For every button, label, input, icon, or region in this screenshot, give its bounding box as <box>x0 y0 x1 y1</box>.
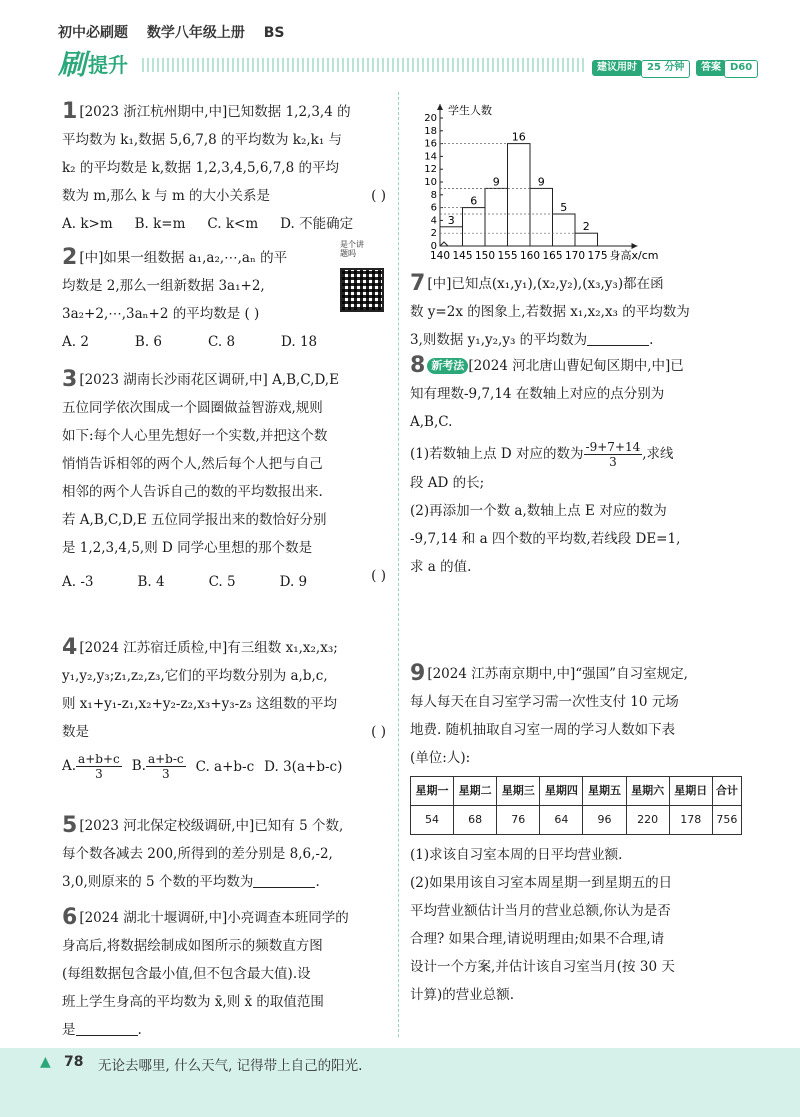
option-a: A. 2 <box>62 334 89 350</box>
y-tick-label: 2 <box>430 228 437 240</box>
q9-line: [2024 江苏南京期中,中]“强国”自习室规定, <box>427 666 688 682</box>
question-number: 5 <box>62 813 78 838</box>
y-axis-arrow <box>437 104 443 110</box>
new-method-badge: 新考法 <box>427 358 468 374</box>
subject-name: 数学八年级上册 <box>146 25 245 41</box>
y-tick-label: 18 <box>424 125 437 137</box>
y-tick-label: 12 <box>424 164 437 176</box>
answer-blank[interactable] <box>587 329 649 346</box>
q5-end: . <box>315 874 320 890</box>
q6-line: (每组数据包含最小值,但不包含最大值).设 <box>62 966 311 982</box>
column-divider <box>398 92 399 1037</box>
table-header-cell: 星期六 <box>626 777 669 806</box>
x-tick-label: 175 <box>587 250 608 262</box>
option-b: B. 4 <box>137 574 165 590</box>
x-tick-label: 145 <box>452 250 473 262</box>
option-b-numerator: a+b-c <box>147 752 184 766</box>
q6-line: 是 <box>62 1022 76 1038</box>
answer-blank[interactable] <box>253 871 315 888</box>
histogram-bar <box>485 188 508 246</box>
question-number: 2 <box>62 245 78 270</box>
bar-value-label: 9 <box>492 175 500 189</box>
option-a: A. -3 <box>62 574 94 590</box>
answer-paren: ( ) <box>371 724 386 740</box>
table-cell: 54 <box>411 806 454 835</box>
weekly-attendance-table <box>410 776 742 835</box>
q1-line: 平均数为 k₁,数据 5,6,7,8 的平均数为 k₂,k₁ 与 <box>62 132 343 148</box>
answer-paren: ( ) <box>371 568 386 584</box>
q1-line: k₂ 的平均数是 k,数据 1,2,3,4,5,6,7,8 的平均 <box>62 160 339 176</box>
histogram-bar <box>530 188 553 246</box>
time-value: 25 分钟 <box>641 60 690 78</box>
header-stripe <box>142 58 584 72</box>
q8-fraction-denominator: 3 <box>609 455 617 469</box>
y-tick-label: 10 <box>424 177 437 188</box>
y-tick-label: 20 <box>424 113 437 124</box>
option-c: C. 8 <box>208 334 236 350</box>
q7-line: 3,则数据 y₁,y₂,y₃ 的平均数为 <box>410 332 588 348</box>
question-number: 4 <box>62 635 78 660</box>
qr-caption: 是个讲题吗 <box>340 240 364 258</box>
question-number: 7 <box>410 271 426 296</box>
q7-line: [中]已知点(x₁,y₁),(x₂,y₂),(x₃,y₃)都在函 <box>427 276 664 292</box>
question-2 <box>62 244 342 356</box>
table-cell: 96 <box>583 806 626 835</box>
q1-line: [2023 浙江杭州期中,中]已知数据 1,2,3,4 的 <box>79 104 351 120</box>
q9-line: (单位:人): <box>410 750 471 766</box>
question-1 <box>62 98 392 238</box>
q6-line: 身高后,将数据绘制成如图所示的频数直方图 <box>62 938 323 954</box>
x-tick-label: 170 <box>564 250 586 262</box>
q7-end: . <box>649 332 654 348</box>
bar-value-label: 9 <box>537 175 545 189</box>
table-cell: 64 <box>540 806 583 835</box>
option-d: D. 3(a+b-c) <box>264 758 343 775</box>
x-axis-label: 身高x/cm <box>609 249 659 262</box>
bar-value-label: 2 <box>582 220 590 234</box>
q7-line: 数 y=2x 的图象上,若数据 x₁,x₂,x₃ 的平均数为 <box>410 304 690 320</box>
x-tick-label: 140 <box>429 250 451 262</box>
answer-blank[interactable] <box>76 1019 138 1036</box>
bar-value-label: 6 <box>470 194 478 208</box>
q9-line: 设计一个方案,并估计该自习室当月(按 30 天 <box>410 959 675 975</box>
brand-small: 提升 <box>88 52 129 77</box>
q8-line: [2024 河北唐山曹妃甸区期中,中]已 <box>468 358 684 374</box>
q9-line: 合理? 如果合理,请说明理由;如果不合理,请 <box>410 931 665 947</box>
answer-label: 答案 <box>696 60 726 76</box>
table-header-cell: 星期五 <box>583 777 626 806</box>
q4-line: 则 x₁+y₁-z₁,x₂+y₂-z₂,x₃+y₃-z₃ 这组数的平均 <box>62 696 338 712</box>
q9-line: 平均营业额估计当月的营业总额,你认为是否 <box>410 903 671 919</box>
question-number: 9 <box>410 661 426 686</box>
q2-line: 均数是 2,那么一组新数据 3a₁+2, <box>62 278 265 294</box>
question-number: 3 <box>62 367 78 392</box>
q3-line: 如下:每个人心里先想好一个实数,并把这个数 <box>62 428 328 444</box>
q6-line: [2024 湖北十堰调研,中]小亮调查本班同学的 <box>79 910 349 926</box>
q2-line: [中]如果一组数据 a₁,a₂,⋯,aₙ 的平 <box>79 250 288 266</box>
option-c: C. a+b-c <box>195 758 255 775</box>
y-axis-label: 学生人数 <box>448 104 492 117</box>
bar-value-label: 3 <box>447 213 455 227</box>
page-footer <box>0 1048 800 1117</box>
question-number: 6 <box>62 905 78 930</box>
answer-value: D60 <box>724 60 758 78</box>
q8-fraction-numerator: -9+7+14 <box>585 440 641 454</box>
table-cell: 756 <box>712 806 741 835</box>
option-b <box>132 752 186 781</box>
x-tick-label: 165 <box>542 250 563 262</box>
q8-line: (2)再添加一个数 a,数轴上点 E 对应的数为 <box>410 503 667 519</box>
y-tick-label: 0 <box>430 241 437 252</box>
y-tick-label: 14 <box>424 151 437 163</box>
q3-line: 五位同学依次围成一个圆圈做益智游戏,规则 <box>62 400 323 416</box>
q3-line: [2023 湖南长沙雨花区调研,中] A,B,C,D,E <box>79 372 339 388</box>
question-8 <box>410 352 750 581</box>
question-7 <box>410 270 750 354</box>
compass-icon: ▲ <box>40 1054 51 1070</box>
q4-line: 数是 <box>62 724 89 740</box>
brand-big: 刷 <box>58 48 87 81</box>
option-b-denominator: 3 <box>161 767 170 781</box>
y-tick-label: 16 <box>424 138 437 150</box>
question-number: 8 <box>410 353 426 378</box>
q3-line: 若 A,B,C,D,E 五位同学报出来的数恰好分别 <box>62 512 327 528</box>
bar-value-label: 5 <box>560 201 568 214</box>
q5-line: 每个数各减去 200,所得到的差分别是 8,6,-2, <box>62 846 333 862</box>
edition: BS <box>263 25 285 41</box>
option-a-label: A. <box>62 758 77 774</box>
table-cell: 220 <box>626 806 669 835</box>
answer-paren: ( ) <box>371 188 386 204</box>
table-header-cell: 星期三 <box>497 777 540 806</box>
option-d: D. 9 <box>279 574 308 590</box>
histogram-bar <box>575 233 598 246</box>
q8-part1-tail: ,求线 <box>642 446 674 462</box>
q9-line: 每人每天在自习室学习需一次性支付 10 元场 <box>410 694 679 710</box>
table-header-cell: 星期日 <box>669 777 712 806</box>
q9-line: (2)如果用该自习室本周星期一到星期五的日 <box>410 875 673 891</box>
table-header-cell: 星期四 <box>540 777 583 806</box>
section-brand <box>58 46 128 80</box>
q6-line: 班上学生身高的平均数为 x̄,则 x̄ 的取值范围 <box>62 994 324 1010</box>
histogram-bar <box>508 144 531 246</box>
q5-line: [2023 河北保定校级调研,中]已知有 5 个数, <box>79 818 344 834</box>
q4-line: y₁,y₂,y₃;z₁,z₂,z₃,它们的平均数分别为 a,b,c, <box>62 668 328 684</box>
question-9 <box>410 660 750 1009</box>
table-header-row <box>411 777 742 806</box>
q3-line: 悄悄告诉相邻的两个人,然后每个人把与自己 <box>62 456 323 472</box>
x-tick-label: 155 <box>497 250 518 262</box>
q8-line: -9,7,14 和 a 四个数的平均数,若线段 DE=1, <box>410 531 681 547</box>
q8-line: 求 a 的值. <box>410 559 472 575</box>
q2-line: 3a₂+2,⋯,3aₙ+2 的平均数是 ( ) <box>62 306 260 322</box>
histogram-bar <box>553 214 576 246</box>
q3-line: 是 1,2,3,4,5,则 D 同学心里想的那个数是 <box>62 540 313 556</box>
series-name: 初中必刷题 <box>58 25 128 41</box>
option-a <box>62 752 122 781</box>
table-header-cell: 星期二 <box>454 777 497 806</box>
y-tick-label: 6 <box>430 202 437 214</box>
time-label: 建议用时 <box>592 60 642 76</box>
footer-motto: 无论去哪里, 什么天气, 记得带上自己的阳光. <box>98 1058 363 1074</box>
option-d: D. 不能确定 <box>280 216 354 232</box>
option-b-label: B. <box>131 758 146 774</box>
y-tick-label: 4 <box>430 215 437 227</box>
q9-line: 地费. 随机抽取自习室一周的学习人数如下表 <box>410 722 676 738</box>
header-series-line <box>58 22 299 42</box>
question-6 <box>62 904 392 1044</box>
height-histogram <box>410 96 730 266</box>
question-4 <box>62 634 392 781</box>
q5-line: 3,0,则原来的 5 个数的平均数为 <box>62 874 254 890</box>
table-row <box>411 806 742 835</box>
q9-line: 计算)的营业总额. <box>410 987 515 1003</box>
question-3 <box>62 366 392 596</box>
histogram-bar <box>463 208 486 246</box>
q9-line: (1)求该自习室本周的日平均营业额. <box>410 847 623 863</box>
q8-part1: (1)若数轴上点 D 对应的数为 <box>410 446 584 462</box>
table-cell: 68 <box>454 806 497 835</box>
x-tick-label: 150 <box>474 250 496 262</box>
option-b: B. k=m <box>134 216 186 232</box>
x-tick-label: 160 <box>519 250 541 262</box>
option-b: B. 6 <box>134 334 163 350</box>
option-a-numerator: a+b+c <box>78 752 120 766</box>
question-number: 1 <box>62 99 78 124</box>
option-c: C. k<m <box>207 216 259 232</box>
table-header-cell: 合计 <box>712 777 741 806</box>
table-header-cell: 星期一 <box>411 777 454 806</box>
option-a-denominator: 3 <box>95 767 103 781</box>
q6-end: . <box>137 1022 142 1038</box>
q8-line: 段 AD 的长; <box>410 475 485 491</box>
qr-code-icon[interactable] <box>340 268 384 312</box>
option-c: C. 5 <box>208 574 236 590</box>
q8-line: 知有理数-9,7,14 在数轴上对应的点分别为 <box>410 386 665 402</box>
question-5 <box>62 812 392 896</box>
option-d: D. 18 <box>281 334 318 350</box>
table-cell: 178 <box>669 806 712 835</box>
table-cell: 76 <box>497 806 540 835</box>
q3-line: 相邻的两个人告诉自己的数的平均数报出来. <box>62 484 323 500</box>
bar-value-label: 16 <box>511 130 526 144</box>
q1-line: 数为 m,那么 k 与 m 的大小关系是 <box>62 188 271 204</box>
y-tick-label: 8 <box>430 189 437 201</box>
option-a: A. k>m <box>62 216 113 232</box>
page-number: 78 <box>64 1054 84 1070</box>
q4-line: [2024 江苏宿迁质检,中]有三组数 x₁,x₂,x₃; <box>79 640 338 656</box>
q8-line: A,B,C. <box>410 414 453 430</box>
